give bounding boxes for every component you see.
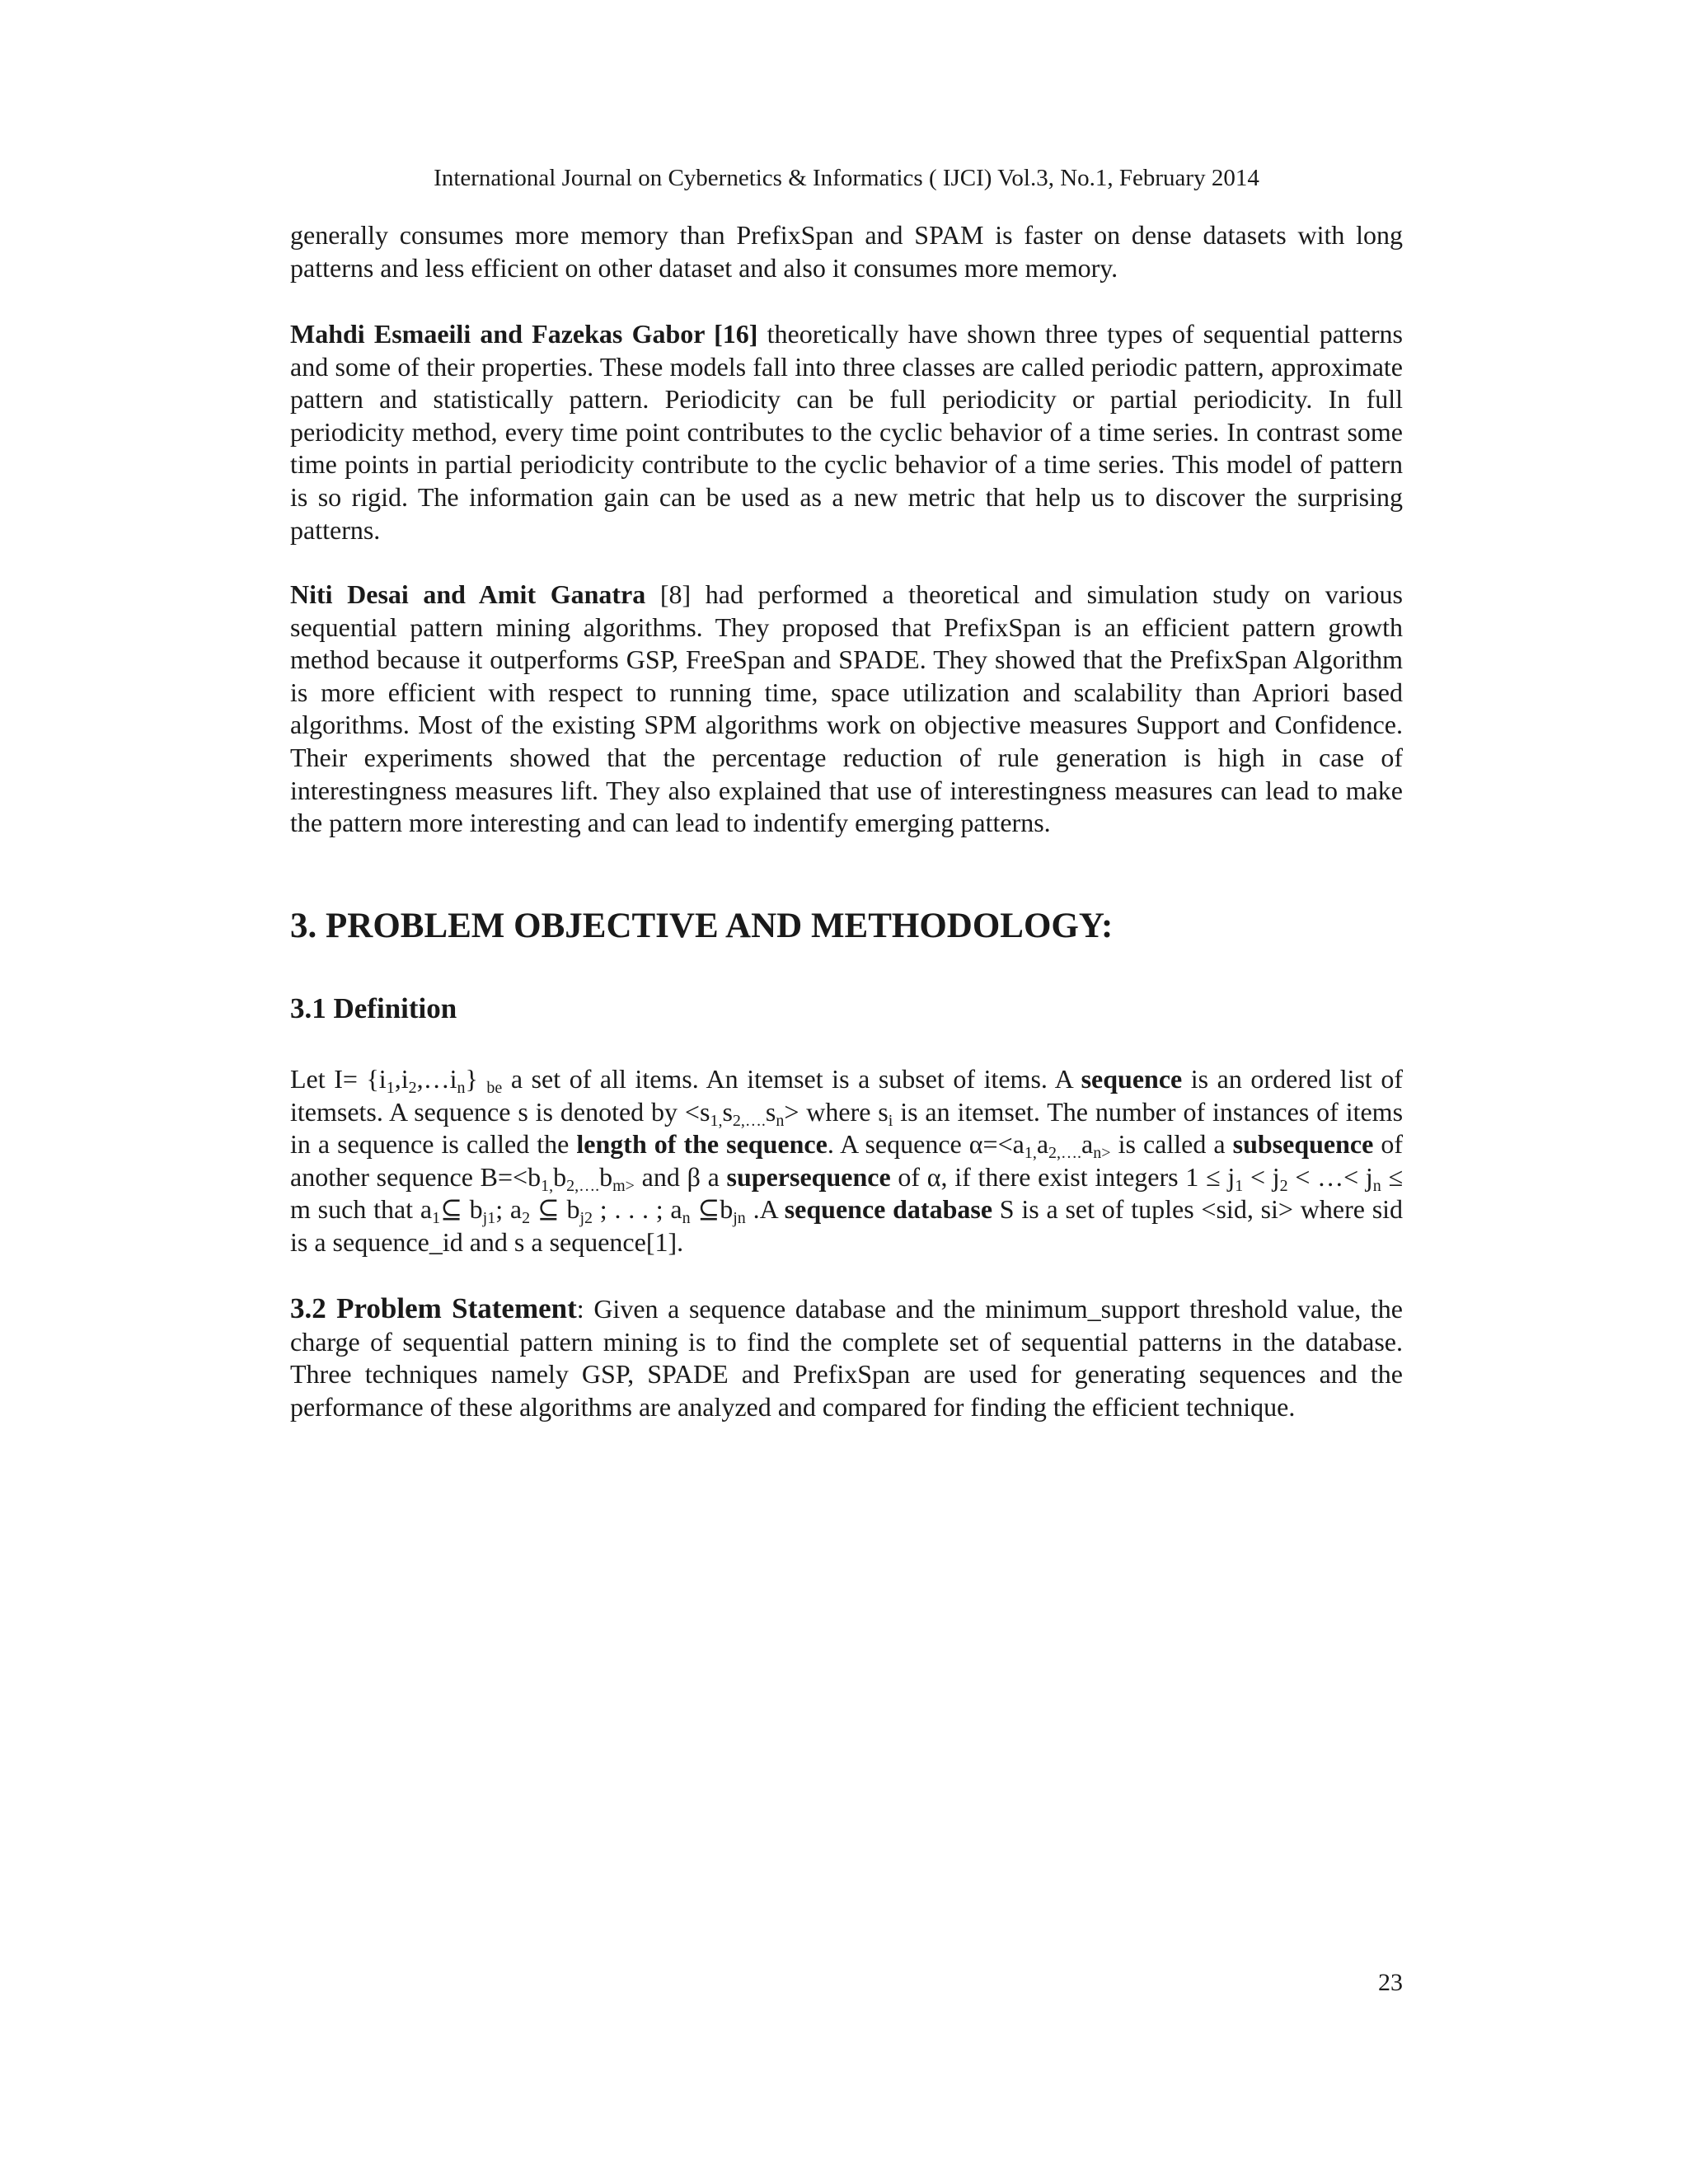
subscript: 1, — [710, 1111, 723, 1130]
term-sequence-database: sequence database — [784, 1194, 993, 1225]
subscript: n> — [1093, 1144, 1111, 1163]
subscript: j2 — [579, 1209, 593, 1228]
definition-text: ⊆ b — [530, 1194, 580, 1225]
definition-text: and β a — [634, 1161, 727, 1192]
definition-text: .A — [745, 1194, 785, 1225]
section-heading: 3. PROBLEM OBJECTIVE AND METHODOLOGY: — [290, 907, 1114, 945]
desai-paragraph — [290, 579, 1403, 840]
esmaeili-lead: Mahdi Esmaeili and Fazekas Gabor [16] — [290, 319, 758, 349]
term-length-of-sequence: length of the sequence — [576, 1129, 828, 1160]
subscript: be — [486, 1079, 503, 1097]
problem-statement-paragraph — [290, 1292, 1403, 1423]
definition-text: ⊆ b — [440, 1194, 483, 1225]
subscript: 2 — [408, 1079, 417, 1097]
esmaeili-text: theoretically have shown three types of sequential patterns and some of their properties. These models fall into three classes are called periodic pattern, approximate pattern and statistically pattern. Periodicity can be full periodicity or partial periodicity. In full periodicity method, every time point contributes to the cyclic behavior of a time series. In contrast some time points in partial periodicity contribute to the cyclic behavior of a time series. This model of pattern is so rigid. The information gain can be used as a new metric that help us to discover the surprising patterns. — [290, 319, 1404, 545]
definition-text: a — [1036, 1129, 1049, 1160]
desai-lead: Niti Desai and Amit Ganatra — [290, 579, 646, 609]
subscript: 1, — [541, 1176, 554, 1195]
subscript: j1 — [482, 1209, 496, 1228]
definition-text: s — [765, 1096, 776, 1127]
definition-text: is called a — [1110, 1129, 1233, 1160]
subsection-heading: 3.1 Definition — [290, 992, 457, 1024]
definition-text: S is a set of tuples <sid, si> where sid is a sequence_id and s a sequence[1]. — [290, 1194, 1404, 1257]
desai-text: [8] had performed a theoretical and simulation study on various sequential pattern mining algorithms. They proposed that PrefixSpan is an efficient pattern growth method because it outperforms GSP, FreeSpan and SPADE. They showed that the PrefixSpan Algorithm is more efficient with respect to running time, space utilization and scalability than Apriori based algorithms. Most of the existing SPM algorithms work on objective measures Support and Confidence. Their experiments showed that the percentage reduction of rule generation is high in case of interestingness measures lift. They also explained that use of interestingness measures can lead to make the pattern more interesting and can lead to indentify emerging patterns. — [290, 579, 1404, 838]
subscript: 2,…. — [732, 1111, 766, 1130]
term-sequence: sequence — [1081, 1064, 1183, 1094]
definition-text: > where s — [784, 1096, 889, 1127]
subscript: n — [1372, 1176, 1381, 1195]
subscript: 2,…. — [566, 1176, 600, 1195]
definition-text: ; . . . ; a — [593, 1194, 682, 1225]
problem-statement-heading: 3.2 Problem Statement — [290, 1292, 577, 1324]
definition-text: a set of all items. An itemset is a subset of items. A — [502, 1064, 1081, 1094]
term-supersequence: supersequence — [726, 1161, 891, 1192]
subscript: jn — [733, 1209, 746, 1228]
esmaeili-paragraph — [290, 318, 1403, 546]
definition-text: ≤ m such that a — [290, 1161, 1404, 1225]
definition-text: ; a — [495, 1194, 523, 1225]
definition-text: b — [599, 1161, 613, 1192]
subscript: 2 — [522, 1209, 531, 1228]
definition-text: ,i — [394, 1064, 409, 1094]
definition-text: . A sequence α=<a — [827, 1129, 1025, 1160]
definition-text: < j — [1243, 1161, 1280, 1192]
definition-text: is an ordered list of itemsets. A sequence s is denoted by <s — [290, 1064, 1404, 1127]
term-subsequence: subsequence — [1232, 1129, 1374, 1160]
intro-paragraph — [290, 219, 1403, 284]
definition-text: } — [465, 1064, 487, 1094]
subscript: 2 — [1279, 1176, 1288, 1195]
subscript: 1, — [1024, 1144, 1037, 1163]
definition-text: ,…i — [416, 1064, 457, 1094]
definition-text: of α, if there exist integers 1 ≤ j — [890, 1161, 1236, 1192]
subscript: n — [457, 1079, 466, 1097]
subscript: 2,…. — [1048, 1144, 1082, 1163]
definition-text: b — [553, 1161, 567, 1192]
definition-paragraph — [290, 1063, 1403, 1259]
definition-text: < …< j — [1287, 1161, 1373, 1192]
intro-text: generally consumes more memory than PrefixSpan and SPAM is faster on dense datasets with long patterns and less efficient on other dataset and also it consumes more memory. — [290, 220, 1403, 283]
definition-text: is an itemset. The number of instances of items in a sequence is called the — [290, 1096, 1404, 1160]
subscript: 1 — [1235, 1176, 1244, 1195]
subscript: i — [888, 1111, 893, 1130]
subscript: n — [682, 1209, 691, 1228]
subscript: m> — [612, 1176, 635, 1195]
subscript: 1 — [432, 1209, 441, 1228]
definition-text: Let I= {i — [290, 1064, 387, 1094]
definition-text: s — [722, 1096, 733, 1127]
definition-text: ⊆b — [690, 1194, 734, 1225]
definition-text: a — [1081, 1129, 1094, 1160]
subscript: n — [776, 1111, 785, 1130]
definition-text: of another sequence B=<b — [290, 1129, 1404, 1192]
subscript: 1 — [386, 1079, 395, 1097]
page-number: 23 — [1378, 1969, 1403, 1996]
problem-statement-text: : Given a sequence database and the minimum_support threshold value, the charge of sequential pattern mining is to find the complete set of sequential patterns in the database. Three techniques namely GSP, SPADE and PrefixSpan are used for generating sequences and the performance of these algorithms are analyzed and compared for finding the efficient technique. — [290, 1294, 1403, 1422]
running-head: International Journal on Cybernetics & Informatics ( IJCI) Vol.3, No.1, February 2014 — [434, 165, 1259, 191]
